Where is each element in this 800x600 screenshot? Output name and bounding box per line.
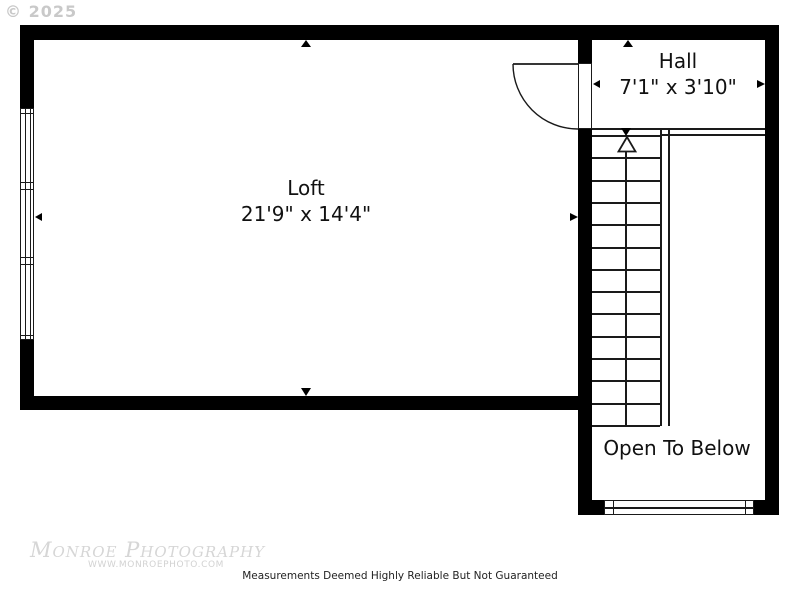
marker-hall-top-icon (623, 40, 633, 47)
loft-name: Loft (287, 176, 325, 200)
stair-direction-arrow-icon (617, 136, 637, 153)
stair-top-marker-icon (621, 128, 631, 136)
measurement-disclaimer: Measurements Deemed Highly Reliable But Not Guaranteed (242, 570, 558, 582)
studio-website-watermark: WWW.MONROEPHOTO.COM (88, 560, 225, 570)
stair-right-edge (660, 128, 662, 426)
door-opening (578, 63, 592, 129)
hall-dimensions: 7'1" x 3'10" (619, 74, 737, 99)
open-to-below-label (603, 436, 750, 462)
opening-edge-left (668, 128, 670, 426)
copyright-watermark: © 2025 (5, 2, 78, 21)
window-left-wall (20, 108, 34, 340)
wall-top (20, 25, 779, 40)
studio-watermark: Monroe Photography (30, 538, 266, 562)
loft-dimensions: 21'9" x 14'4" (240, 201, 372, 226)
hall-name: Hall (658, 49, 698, 73)
marker-loft-bottom-icon (301, 388, 311, 396)
marker-loft-top-icon (301, 40, 311, 47)
window-bottom-wall (604, 500, 754, 515)
hall-label (619, 49, 737, 100)
marker-loft-left-icon (35, 213, 42, 221)
wall-divider-lower (578, 129, 592, 515)
wall-right (765, 25, 779, 515)
door-swing-icon (508, 60, 580, 131)
wall-loft-bottom (20, 396, 592, 410)
open-to-below-name: Open To Below (603, 436, 751, 460)
marker-hall-right-icon (757, 80, 765, 88)
marker-loft-right-icon (570, 213, 578, 221)
marker-hall-left-icon (593, 80, 600, 88)
wall-divider-upper (578, 25, 592, 63)
stair-direction-line (625, 152, 627, 426)
loft-label (241, 176, 371, 227)
opening-edge-top (660, 134, 765, 136)
